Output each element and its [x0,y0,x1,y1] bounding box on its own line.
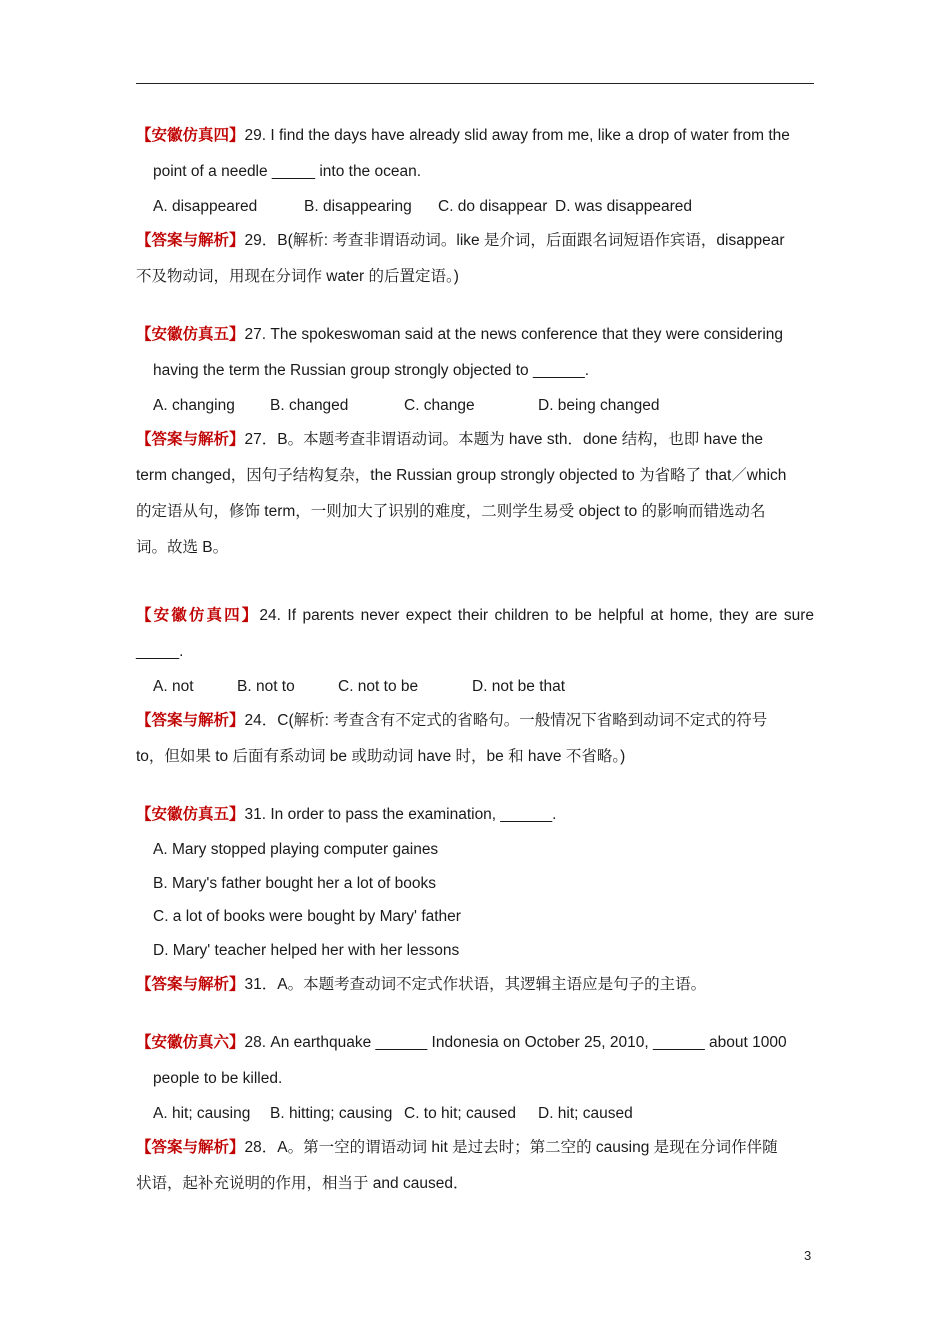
option-d: D. Mary' teacher helped her with her lessons [153,941,460,959]
answer-tag: 【答案与解析】 [136,712,245,729]
answer-explanation-cont: 的定语从句，修饰 term，一则加大了识别的难度，二则学生易受 object to 的影响而错选动名 [136,503,766,520]
question-stem-cont: point of a needle _____ into the ocean. [153,163,422,180]
option-b: B. hitting; causing [270,1105,393,1122]
option-d: D. not be that [472,678,566,695]
option-b: B. Mary's father bought her a lot of books [153,874,436,892]
answer-explanation: 【答案与解析】24．C(解析: 考查含有不定式的省略句。一般情况下省略到动词不定式的符号 [136,712,768,729]
document-body [136,118,814,1224]
question-stem: 【安徽仿真六】28. An earthquake ______ Indonesia on October 25, 2010, ______ about 1000 [136,1034,787,1051]
answer-tag: 【答案与解析】 [136,232,245,249]
source-tag: 【安徽仿真四】 [136,127,245,144]
answer-explanation-cont: to，但如果 to 后面有系动词 be 或助动词 have 时，be 和 have 不省略。) [136,748,626,765]
option-b: B. not to [237,678,295,695]
option-a: A. disappeared [153,198,258,215]
option-d: D. hit; caused [538,1105,633,1122]
question-stem: 【安徽仿真五】31. In order to pass the examination, ______. [136,806,557,823]
answer-explanation-cont: 不及物动词，用现在分词作 water 的后置定语。) [136,268,459,285]
question-block [136,1025,814,1202]
option-b: B. changed [270,397,349,414]
header-rule [136,83,814,84]
option-c: C. a lot of books were bought by Mary' father [153,908,461,925]
option-d: D. was disappeared [555,198,692,215]
option-c: C. not to be [338,678,419,695]
option-a: A. Mary stopped playing computer gaines [153,841,439,858]
answer-explanation: 【答案与解析】27．B。本题考查非谓语动词。本题为 have sth．done 结构，也即 have the [136,431,764,448]
question-stem: 【安徽仿真五】27. The spokeswoman said at the news conference that they were considering [136,326,784,343]
options-row [136,190,814,223]
answer-explanation-cont: 词。故选 B。 [136,539,229,556]
question-block [136,317,814,566]
question-block [136,598,814,775]
option-c: C. to hit; caused [404,1105,517,1122]
option-c: C. change [404,397,475,414]
source-tag: 【安徽仿真六】 [136,1034,245,1051]
question-stem: 【安徽仿真四】24. If parents never expect their children to be helpful at home, they are sure _____. [136,607,814,660]
option-d: D. being changed [538,397,660,414]
option-a: A. changing [153,397,235,414]
options-row [136,389,814,422]
option-a: A. hit; causing [153,1105,251,1122]
question-block [136,797,814,1003]
source-tag: 【安徽仿真五】 [136,806,245,823]
question-stem-cont: having the term the Russian group strongly objected to ______. [153,362,589,379]
source-tag: 【安徽仿真四】 [136,607,260,624]
option-b: B. disappearing [304,198,412,215]
source-tag: 【安徽仿真五】 [136,326,245,343]
page-number: 3 [804,1248,812,1263]
answer-explanation: 【答案与解析】31．A。本题考查动词不定式作状语，其逻辑主语应是句子的主语。 [136,976,707,993]
options-row [136,670,814,703]
answer-tag: 【答案与解析】 [136,1139,245,1156]
answer-explanation: 【答案与解析】29．B(解析: 考查非谓语动词。like 是介词，后面跟名词短语作宾语，disappear [136,232,785,249]
option-c: C. do disappear [438,198,548,215]
answer-explanation-cont: 状语，起补充说明的作用，相当于 and caused． [136,1175,469,1192]
answer-tag: 【答案与解析】 [136,976,245,993]
question-stem: 【安徽仿真四】29. I find the days have already slid away from me, like a drop of water from the [136,127,790,144]
option-a: A. not [153,678,194,695]
question-block [136,118,814,295]
options-row [136,1097,814,1130]
answer-explanation-cont: term changed，因句子结构复杂，the Russian group strongly objected to 为省略了 that／which [136,467,787,484]
answer-explanation: 【答案与解析】28．A。第一空的谓语动词 hit 是过去时；第二空的 causing 是现在分词作伴随 [136,1139,778,1156]
question-stem-cont: people to be killed. [153,1070,283,1087]
answer-tag: 【答案与解析】 [136,431,245,448]
